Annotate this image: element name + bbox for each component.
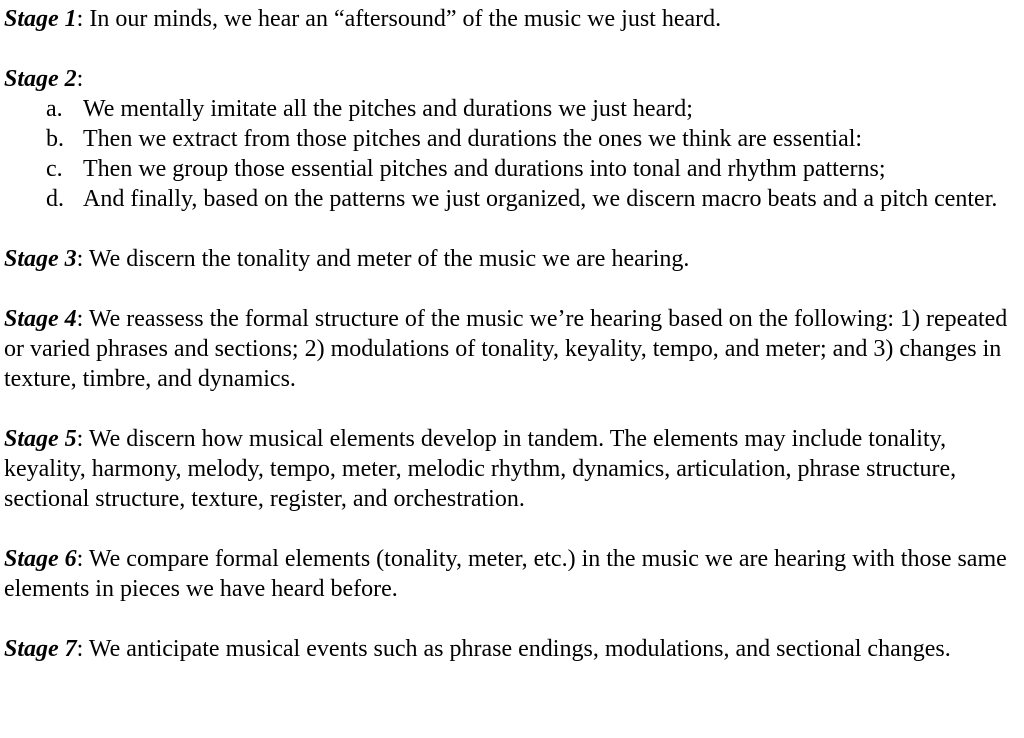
stage-label: Stage 6 <box>4 546 77 572</box>
list-marker: c. <box>46 156 63 182</box>
stage-label: Stage 5 <box>4 426 77 452</box>
stage-6-paragraph: Stage 6: We compare formal elements (tonality, meter, etc.) in the music we are hearing with those same elements in pieces we have heard before. <box>4 546 1007 602</box>
list-item-text: We mentally imitate all the pitches and durations we just heard; <box>83 96 693 122</box>
stage-2-paragraph: Stage 2: a. We mentally imitate all the pitches and durations we just heard; b. Then we extract from those pitches and durations the ones we think are essential: c. Then we group those essential pitches and durations into tonal and rhythm patterns; d. And finally, based on the patterns we just organized, we discern macro beats and a pitch center. <box>4 64 1020 214</box>
stage-4-paragraph: Stage 4: We reassess the formal structure of the music we’re hearing based on the following: 1) repeated or varied phrases and sections; 2) modulations of tonality, keyality, tempo, and meter; and 3) changes in texture, timbre, and dynamics. <box>4 306 1008 392</box>
stage-7-paragraph: Stage 7: We anticipate musical events such as phrase endings, modulations, and sectional changes. <box>4 636 951 662</box>
stage-label: Stage 3 <box>4 246 77 272</box>
stage-text: We compare formal elements (tonality, meter, etc.) in the music we are hearing with those same elements in pieces we have heard before. <box>4 546 1007 602</box>
list-item-text: Then we group those essential pitches and durations into tonal and rhythm patterns; <box>83 156 886 182</box>
stage-text: In our minds, we hear an “aftersound” of the music we just heard. <box>89 6 722 32</box>
list-item-text: Then we extract from those pitches and durations the ones we think are essential: <box>83 126 863 152</box>
list-marker: b. <box>46 126 64 152</box>
stage-2-steps-list <box>4 94 1020 214</box>
list-marker: a. <box>46 96 63 122</box>
stage-1-paragraph: Stage 1: In our minds, we hear an “aftersound” of the music we just heard. <box>4 6 722 32</box>
stage-label: Stage 7 <box>4 636 77 662</box>
stage-label: Stage 2 <box>4 66 77 92</box>
list-item-text: And finally, based on the patterns we just organized, we discern macro beats and a pitch center. <box>83 186 998 212</box>
list-marker: d. <box>46 186 64 212</box>
stage-label: Stage 1 <box>4 6 77 32</box>
stage-text: We discern the tonality and meter of the music we are hearing. <box>88 246 690 272</box>
list-item <box>4 94 1020 124</box>
list-item <box>4 184 1020 214</box>
stage-5-paragraph: Stage 5: We discern how musical elements develop in tandem. The elements may include tonality, keyality, harmony, melody, tempo, meter, melodic rhythm, dynamics, articulation, phrase structure, sectional structure, texture, register, and orchestration. <box>4 426 957 512</box>
list-item <box>4 124 1020 154</box>
stage-3-paragraph: Stage 3: We discern the tonality and meter of the music we are hearing. <box>4 246 690 272</box>
stage-text: We discern how musical elements develop in tandem. The elements may include tonality, keyality, harmony, melody, tempo, meter, melodic rhythm, dynamics, articulation, phrase structure, sectional structure, texture, register, and orchestration. <box>4 426 957 512</box>
stage-label: Stage 4 <box>4 306 77 332</box>
stage-text: We anticipate musical events such as phrase endings, modulations, and sectional changes. <box>88 636 951 662</box>
list-item <box>4 154 1020 184</box>
stage-text: We reassess the formal structure of the music we’re hearing based on the following: 1) repeated or varied phrases and sections; 2) modulations of tonality, keyality, tempo, and meter; and 3) changes in texture, timbre, and dynamics. <box>4 306 1008 392</box>
